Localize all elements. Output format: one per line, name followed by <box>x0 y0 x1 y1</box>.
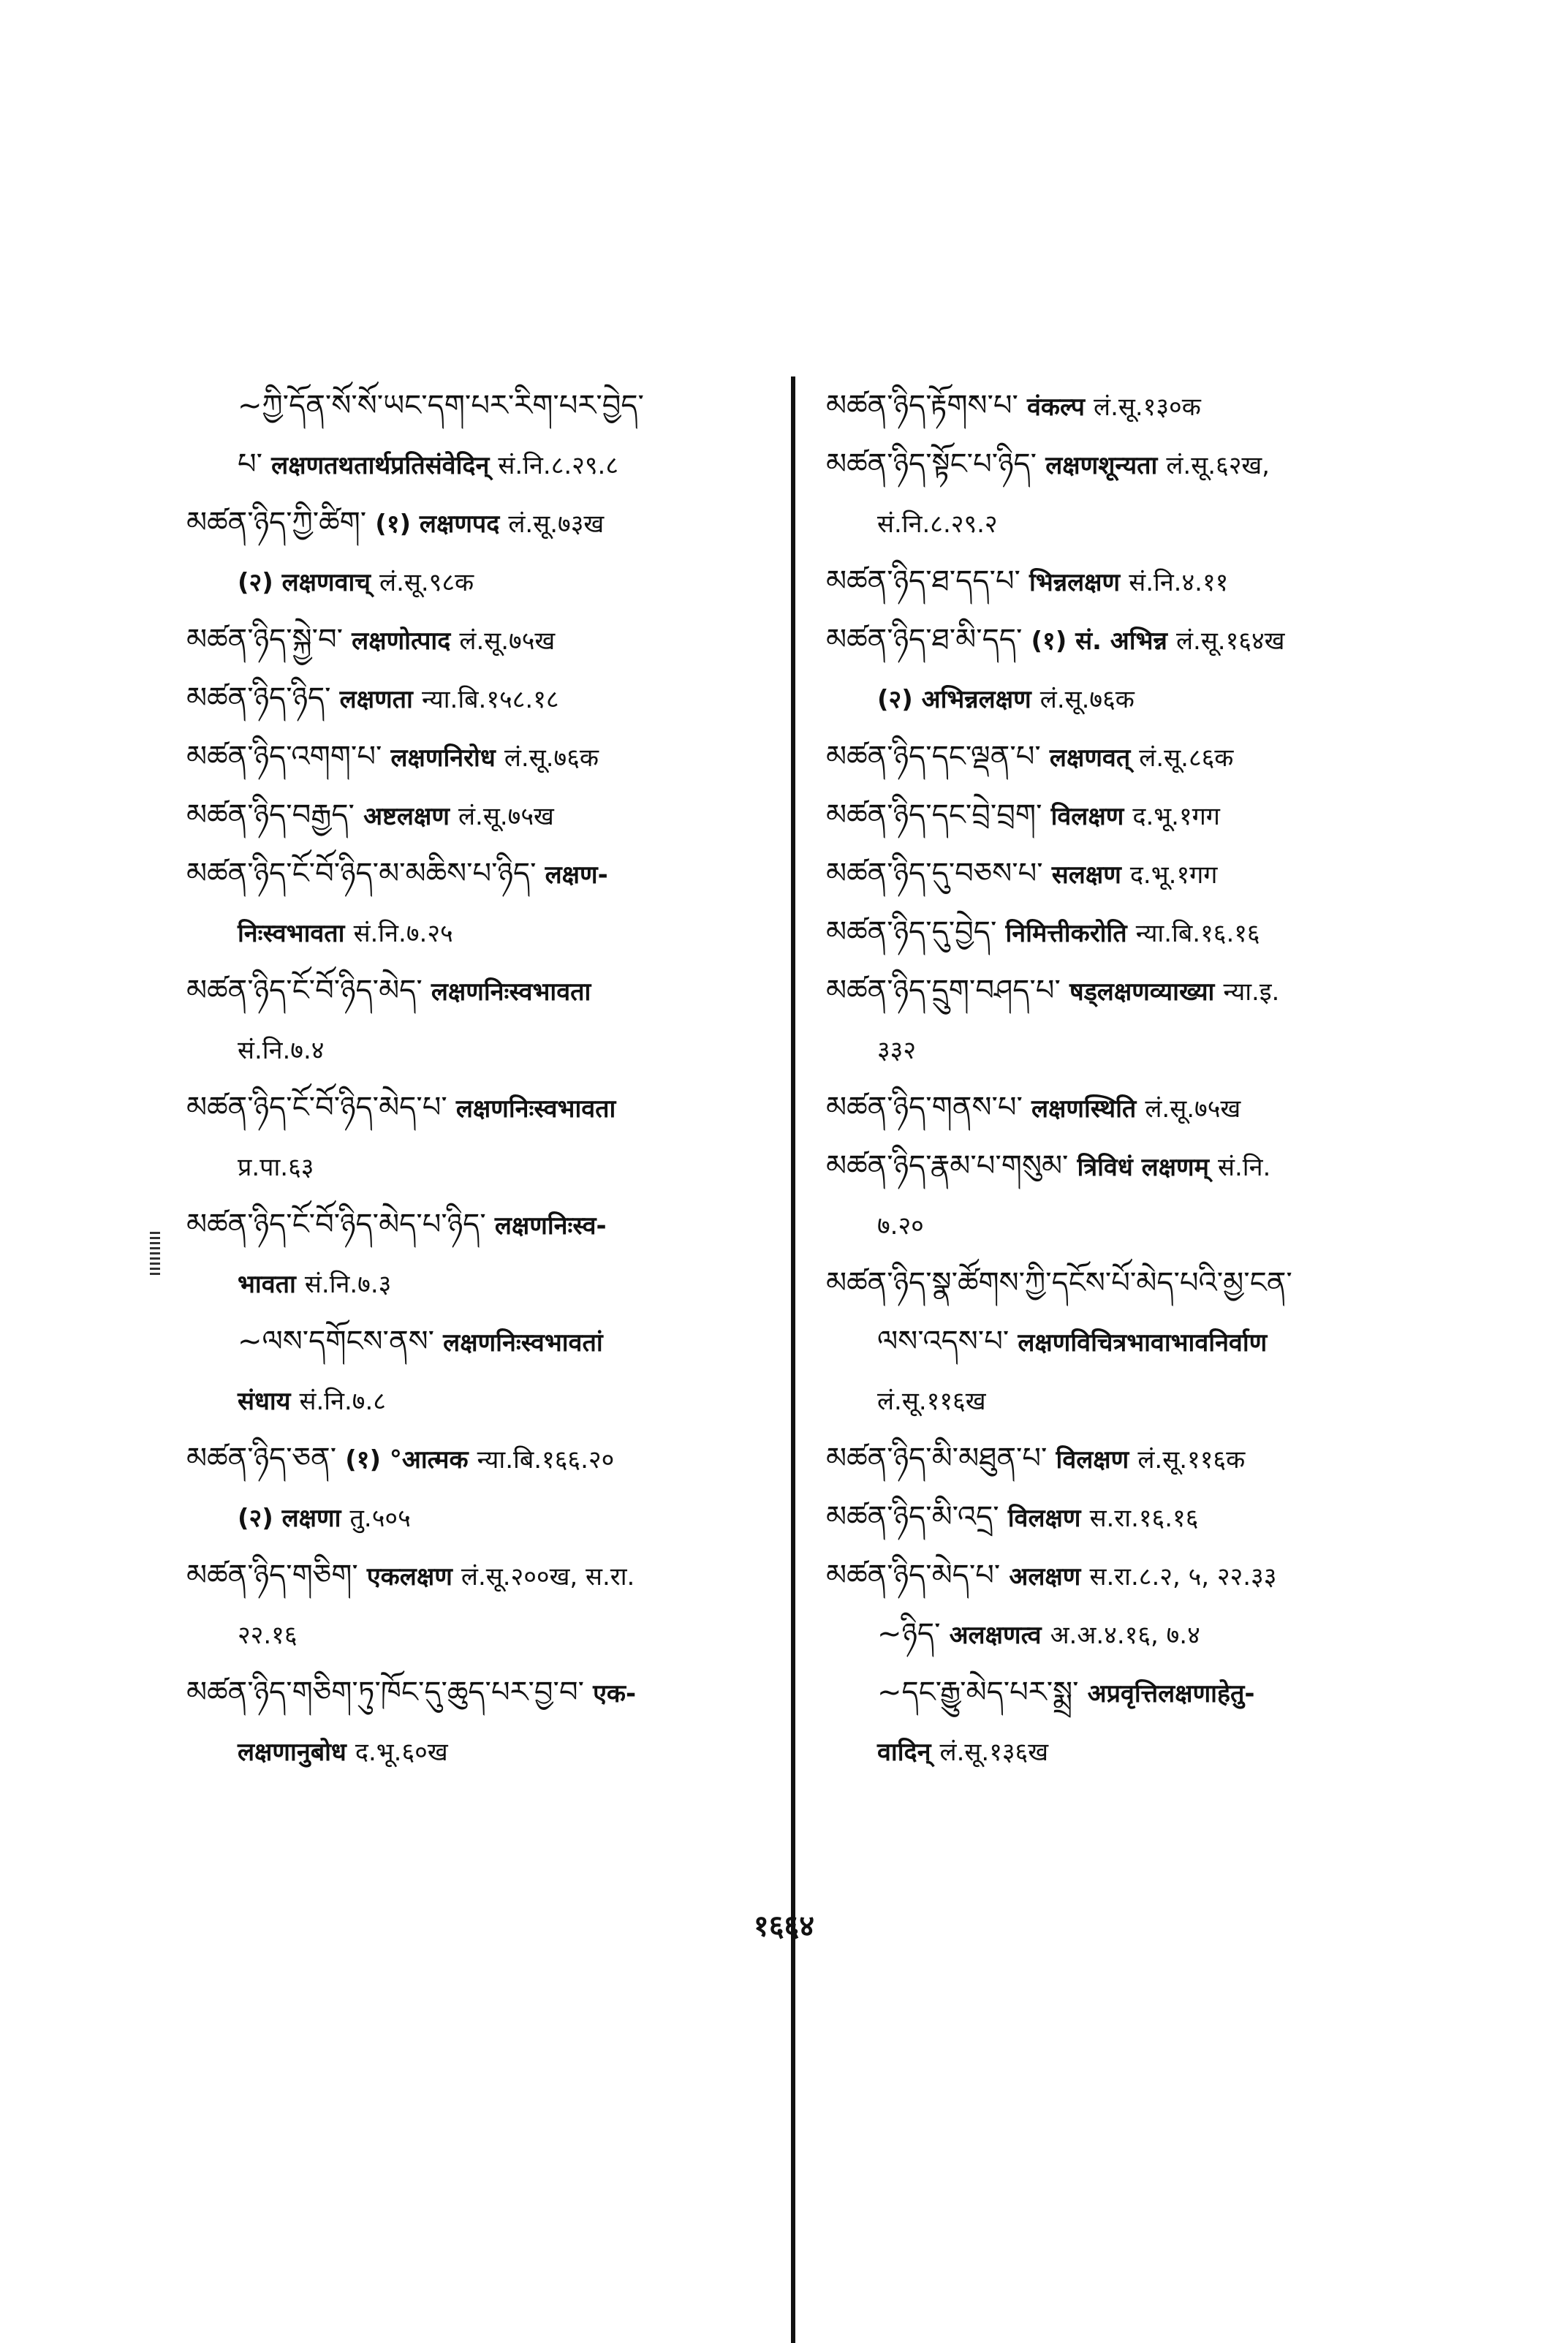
entry-line <box>826 1254 1404 1312</box>
sanskrit-equivalent: षड्लक्षणव्याख्या <box>1069 977 1215 1007</box>
source-reference: तु.५०५ <box>349 1504 411 1533</box>
tibetan-term: ལས་འདས་པ་ <box>877 1325 1010 1358</box>
tibetan-term: མཚན་ཉིད་དྲུག་བཤད་པ་ <box>826 974 1061 1007</box>
sanskrit-equivalent: त्रिविधं लक्षणम् <box>1077 1153 1209 1182</box>
tibetan-term: མཚན་ཉིད་སྐྱེ་བ་ <box>186 623 344 656</box>
source-reference: लं.सू.११६क <box>1137 1445 1246 1475</box>
entry-line <box>826 1429 1404 1488</box>
column-divider <box>791 376 795 2343</box>
entry-line <box>186 1663 764 1722</box>
tibetan-term: མཚན་ཉིད་ངོ་བོ་ཉིད་མེད་པ་ <box>186 1091 447 1124</box>
tibetan-term: མཚན་ཉིད་འགག་པ་ <box>186 740 382 773</box>
sanskrit-equivalent: एक- <box>593 1679 637 1708</box>
entry-line <box>186 844 764 903</box>
sanskrit-equivalent: (१) लक्षणपद <box>375 510 500 539</box>
tibetan-term: མཚན་ཉིད་དང་བྲེ་བྲག་ <box>826 798 1042 832</box>
tibetan-term: མཚན་ཉིད་རྟོགས་པ་ <box>826 389 1018 423</box>
tibetan-term: མཚན་ཉིད་ངོ་བོ་ཉིད་མ་མཆིས་པ་ཉིད་ <box>186 857 537 890</box>
source-reference: लं.सू.७५ख <box>459 627 556 656</box>
source-reference: द.भू.६०ख <box>355 1738 448 1767</box>
source-reference: प्र.पा.६३ <box>238 1153 314 1182</box>
entry-line <box>826 1546 1404 1605</box>
source-reference: लं.सू.७५ख <box>458 802 554 831</box>
tibetan-term: མཚན་ཉིད་ངོ་བོ་ཉིད་མེད་ <box>186 974 423 1007</box>
sanskrit-equivalent: संधाय <box>238 1387 291 1416</box>
source-reference: लं.सू.७५ख <box>1145 1094 1241 1124</box>
sanskrit-equivalent: लक्षणोत्पाद <box>352 627 451 656</box>
sanskrit-equivalent: अष्टलक्षण <box>363 802 450 831</box>
tibetan-term: མཚན་ཉིད་སྣ་ཚོགས་ཀྱི་དངོས་པོ་མེད་པའི་མྱ་ངན་ <box>826 1266 1292 1300</box>
sanskrit-equivalent: लक्षण- <box>545 860 608 890</box>
source-reference: ३३२ <box>877 1036 917 1065</box>
entry-line <box>826 1488 1404 1546</box>
sanskrit-equivalent: वंकल्प <box>1027 393 1085 422</box>
sanskrit-equivalent: लक्षणनिःस्वभावता <box>455 1094 616 1124</box>
sanskrit-equivalent: विलक्षण <box>1050 802 1124 831</box>
entry-line <box>826 727 1404 786</box>
entry-line <box>826 903 1404 961</box>
tibetan-term: མཚན་ཉིད་གཅིག་ <box>186 1559 358 1592</box>
sanskrit-equivalent: (२) लक्षणा <box>238 1504 341 1533</box>
tibetan-term: མཚན་ཉིད་མེད་པ་ <box>826 1559 1001 1592</box>
source-reference: लं.सू.१३६ख <box>939 1738 1049 1767</box>
entry-line <box>826 1605 1404 1663</box>
sanskrit-equivalent: लक्षणस्थिति <box>1031 1094 1137 1124</box>
tibetan-term: མཚན་ཉིད་བརྒྱད་ <box>186 798 355 832</box>
margin-mark <box>150 1232 160 1276</box>
source-reference: लं.सू.१६४ख <box>1175 627 1285 656</box>
source-reference: लं.सू.७६क <box>1039 685 1135 714</box>
sanskrit-equivalent: लक्षणानुबोध <box>238 1738 346 1767</box>
entry-line <box>186 961 764 1020</box>
source-reference: सं.नि.८.२९.२ <box>877 510 998 539</box>
source-reference: स.रा.१६.१६ <box>1089 1504 1199 1533</box>
source-reference: लं.सू.१३०क <box>1094 393 1201 422</box>
entry-line <box>826 669 1404 727</box>
sanskrit-equivalent: निःस्वभावता <box>238 919 345 948</box>
sanskrit-equivalent: लक्षणनिःस्वभावतां <box>443 1328 603 1358</box>
entry-line <box>826 1722 1404 1780</box>
source-reference: सं.नि.७.२५ <box>353 919 453 948</box>
entry-line <box>826 1663 1404 1722</box>
entry-line <box>186 1546 764 1605</box>
entry-line <box>186 552 764 610</box>
source-reference: लं.सू.११६ख <box>877 1387 986 1416</box>
sanskrit-equivalent: सलक्षण <box>1051 860 1121 890</box>
tibetan-term: མཚན་ཉིད་གནས་པ་ <box>826 1091 1023 1124</box>
sanskrit-equivalent: विलक्षण <box>1056 1445 1129 1475</box>
tibetan-term: མཚན་ཉིད་ཐ་མི་དད་ <box>826 623 1023 656</box>
entry-line <box>826 376 1404 435</box>
entry-line <box>186 669 764 727</box>
entry-line <box>186 610 764 669</box>
entry-line <box>186 1195 764 1254</box>
sanskrit-equivalent: भिन्नलक्षण <box>1029 568 1121 597</box>
entry-line <box>186 1488 764 1546</box>
sanskrit-equivalent: अप्रवृत्तिलक्षणाहेतु- <box>1087 1679 1255 1708</box>
tibetan-term: མཚན་ཉིད་མི་མཐུན་པ་ <box>826 1442 1048 1475</box>
entry-line <box>186 435 764 493</box>
sanskrit-equivalent: विलक्षण <box>1007 1504 1081 1533</box>
tibetan-term: མཚན་ཉིད་ཐ་དད་པ་ <box>826 564 1020 598</box>
entry-line <box>826 610 1404 669</box>
source-reference: सं.नि.७.३ <box>304 1270 392 1299</box>
source-reference: ७.२० <box>877 1211 924 1241</box>
source-reference: न्या.बि.१५८.१८ <box>421 685 559 714</box>
entry-line <box>186 903 764 961</box>
tibetan-term: མཚན་ཉིད་ཀྱི་ཚིག་ <box>186 506 367 540</box>
tibetan-term: ~ལས་དགོངས་ནས་ <box>238 1325 435 1358</box>
entry-line <box>826 1371 1404 1429</box>
sanskrit-equivalent: (१) °आत्मक <box>345 1445 469 1475</box>
sanskrit-equivalent: अलक्षणत्व <box>949 1621 1042 1650</box>
tibetan-term: ~དང་རྒྱུ་མེད་པར་སྨྲ་ <box>877 1676 1079 1709</box>
entry-line <box>186 1429 764 1488</box>
tibetan-term: མཚན་ཉིད་དང་ལྡན་པ་ <box>826 740 1041 773</box>
entry-line <box>186 1254 764 1312</box>
entry-line <box>826 961 1404 1020</box>
page-number: १६६४ <box>753 1909 815 1943</box>
tibetan-term: མཚན་ཉིད་སྟོང་པ་ཉིད་ <box>826 447 1037 481</box>
tibetan-term: པ་ <box>238 447 263 481</box>
entry-line <box>186 1605 764 1663</box>
sanskrit-equivalent: वादिन् <box>877 1738 931 1767</box>
tibetan-term: མཚན་ཉིད་རྣམ་པ་གསུམ་ <box>826 1149 1069 1183</box>
entry-line <box>826 1195 1404 1254</box>
entry-line <box>186 1722 764 1780</box>
sanskrit-equivalent: लक्षणनिरोध <box>390 743 496 773</box>
tibetan-term: མཚན་ཉིད་ཉིད་ <box>186 681 331 715</box>
source-reference: द.भू.१गग <box>1129 860 1218 890</box>
entry-line <box>826 435 1404 493</box>
sanskrit-equivalent: लक्षणविचित्रभावाभावनिर्वाण <box>1018 1328 1268 1358</box>
source-reference: स.रा.८.२, ५, २२.३३ <box>1089 1562 1277 1591</box>
entry-line <box>186 376 764 435</box>
tibetan-term: མཚན་ཉིད་དུ་བཅས་པ་ <box>826 857 1043 890</box>
source-reference: न्या.बि.१६६.२० <box>477 1445 615 1475</box>
sanskrit-equivalent: लक्षणवत् <box>1049 743 1131 773</box>
right-column <box>826 376 1404 1780</box>
source-reference: न्या.इ. <box>1223 977 1280 1007</box>
entry-line <box>826 844 1404 903</box>
entry-line <box>826 786 1404 844</box>
sanskrit-equivalent: लक्षणनिःस्व- <box>494 1211 607 1241</box>
source-reference: सं.नि.७.८ <box>299 1387 386 1416</box>
source-reference: लं.सू.२००ख, स.रा. <box>461 1562 635 1591</box>
entry-line <box>186 1137 764 1195</box>
entry-line <box>186 1312 764 1371</box>
tibetan-term: མཚན་ཉིད་མི་འདྲ་ <box>826 1500 999 1534</box>
tibetan-term: ~ཀྱི་དོན་སོ་སོ་ཡང་དག་པར་རིག་པར་བྱེད་ <box>238 389 644 423</box>
source-reference: सं.नि.४.११ <box>1129 568 1229 597</box>
sanskrit-equivalent: लक्षणनिःस्वभावता <box>431 977 591 1007</box>
sanskrit-equivalent: लक्षणता <box>339 685 413 714</box>
tibetan-term: མཚན་ཉིད་དུ་བྱེད་ <box>826 915 997 949</box>
sanskrit-equivalent: अलक्षण <box>1009 1562 1081 1591</box>
sanskrit-equivalent: (२) लक्षणवाच् <box>238 568 371 597</box>
entry-line <box>826 1137 1404 1195</box>
source-reference: लं.सू.७६क <box>504 743 599 773</box>
source-reference: द.भू.१गग <box>1132 802 1220 831</box>
tibetan-term: མཚན་ཉིད་གཅིག་ཏུ་ཁོང་དུ་ཆུད་པར་བྱ་བ་ <box>186 1676 584 1709</box>
sanskrit-equivalent: भावता <box>238 1270 296 1299</box>
source-reference: लं.सू.९८क <box>379 568 474 597</box>
source-reference: सं.नि.८.२९.८ <box>498 451 619 480</box>
source-reference: लं.सू.७३ख <box>508 510 605 539</box>
sanskrit-equivalent: (२) अभिन्नलक्षण <box>877 685 1031 714</box>
entry-line <box>186 493 764 552</box>
sanskrit-equivalent: लक्षणशून्यता <box>1045 451 1158 480</box>
entry-line <box>186 727 764 786</box>
entry-line <box>826 552 1404 610</box>
sanskrit-equivalent: एकलक्षण <box>366 1562 452 1591</box>
tibetan-term: ~ཉིད་ <box>877 1617 941 1651</box>
tibetan-term: མཚན་ཉིད་ཅན་ <box>186 1442 337 1475</box>
source-reference: न्या.बि.१६.१६ <box>1135 919 1260 948</box>
sanskrit-equivalent: निमित्तीकरोति <box>1005 919 1127 948</box>
source-reference: सं.नि. <box>1218 1153 1271 1182</box>
source-reference: लं.सू.८६क <box>1139 743 1234 773</box>
sanskrit-equivalent: लक्षणतथतार्थप्रतिसंवेदिन् <box>271 451 490 480</box>
entry-line <box>826 1078 1404 1137</box>
entry-line <box>826 1020 1404 1078</box>
source-reference: २२.१६ <box>238 1621 298 1650</box>
entry-line <box>186 786 764 844</box>
entry-line <box>186 1078 764 1137</box>
entry-line <box>826 1312 1404 1371</box>
tibetan-term: མཚན་ཉིད་ངོ་བོ་ཉིད་མེད་པ་ཉིད་ <box>186 1208 486 1241</box>
source-reference: अ.अ.४.१६, ७.४ <box>1050 1621 1200 1650</box>
entry-line <box>826 493 1404 552</box>
sanskrit-equivalent: (१) सं. अभिन्न <box>1031 627 1167 656</box>
left-column <box>186 376 764 1780</box>
source-reference: सं.नि.७.४ <box>238 1036 325 1065</box>
source-reference: लं.सू.६२ख, <box>1166 451 1270 480</box>
entry-line <box>186 1020 764 1078</box>
entry-line <box>186 1371 764 1429</box>
